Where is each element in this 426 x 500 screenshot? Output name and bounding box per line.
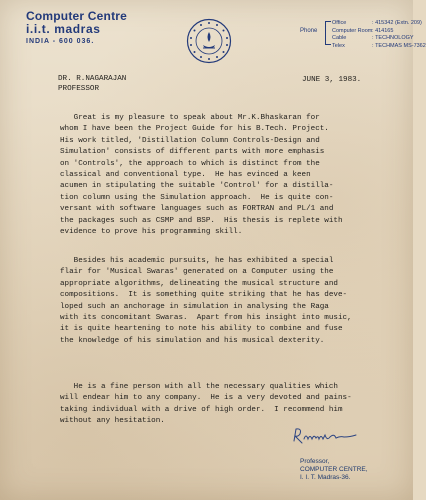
letterhead-org-block <box>26 10 127 47</box>
letter-date: JUNE 3, 1983. <box>302 76 362 84</box>
contacts-brace <box>325 21 331 45</box>
text-line: will endear him to any company. He is a very devoted and pains- <box>60 394 352 403</box>
phone-label: Phone <box>300 28 318 34</box>
paragraph-1 <box>60 113 378 238</box>
contact-row: Telex : TECHMAS MS-7362 <box>332 42 426 49</box>
text-line: loped such an anchorage in simulation in analysing the Raga <box>60 302 329 311</box>
institute-seal-logo <box>186 18 232 64</box>
contact-row: Cable : TECHNOLOGY <box>332 35 414 42</box>
contact-row: Office : 415342 (Extn. 209) <box>332 20 422 26</box>
signatory-dept: COMPUTER CENTRE, <box>300 466 368 473</box>
text-line: Simulation' consists of different parts with more emphasis <box>60 148 325 157</box>
org-address: INDIA - 600 036. <box>26 38 95 45</box>
text-line: evidence to prove his programming skill. <box>60 227 243 236</box>
text-line: acumen in stipulating the suitable 'Control' for a distilla- <box>60 182 334 191</box>
text-line: Besides his academic pursuits, he has exhibited a special <box>60 257 334 265</box>
text-line: classical and conventional type. He has evinced a keen <box>60 170 311 179</box>
signature-block <box>300 458 368 482</box>
contact-details <box>332 20 426 50</box>
text-line: flair for 'Musical Swaras' generated on a Computer using the <box>60 268 334 277</box>
sender-block <box>58 74 126 94</box>
text-line: the knowledge of his simulation and his musical dexterity. <box>60 336 325 345</box>
signatory-place: I. I. T. Madras-36. <box>300 474 351 481</box>
text-line: it is quite heartening to note his ability to combine and fuse <box>60 325 343 334</box>
text-line: taking individual with a drive of high order. I recommend him <box>60 405 343 414</box>
org-name: Computer Centre <box>26 9 128 23</box>
signatory-title: Professor, <box>300 458 330 465</box>
sender-title: PROFESSOR <box>58 85 100 93</box>
sender-name: DR. R.NAGARAJAN <box>58 75 127 83</box>
text-line: the packages such as CSMP and BSP. His thesis is replete with <box>60 216 343 225</box>
text-line: His work titled, 'Distillation Column Controls-Design and <box>60 136 320 145</box>
text-line: without any hesitation. <box>60 417 165 426</box>
text-line: appropriate algorithms, delineating the musical structure and <box>60 279 338 288</box>
text-line: Great is my pleasure to speak about Mr.K.Bhaskaran for <box>60 114 320 122</box>
paragraph-2 <box>60 256 378 347</box>
text-line: whom I have been the Project Guide for his B.Tech. Project. <box>60 125 329 134</box>
contact-row: Computer Room : 414165 <box>332 27 394 34</box>
text-line: versant with software languages such as FORTRAN and PL/1 and <box>60 205 334 214</box>
text-line: He is a fine person with all the necessary qualities which <box>60 383 338 391</box>
text-line: compositions. It is something quite striking that he has deve- <box>60 291 348 300</box>
handwritten-signature <box>290 425 360 449</box>
text-line: with its concomitant Swaras. Apart from his insight into music, <box>60 313 352 322</box>
text-line: tion column using the Simulation approach. He is quite con- <box>60 193 334 202</box>
text-line: on 'Controls', the approach to which is distinct from the <box>60 159 320 168</box>
paragraph-3 <box>60 382 378 428</box>
institute-name: i.i.t. madras <box>26 22 101 36</box>
